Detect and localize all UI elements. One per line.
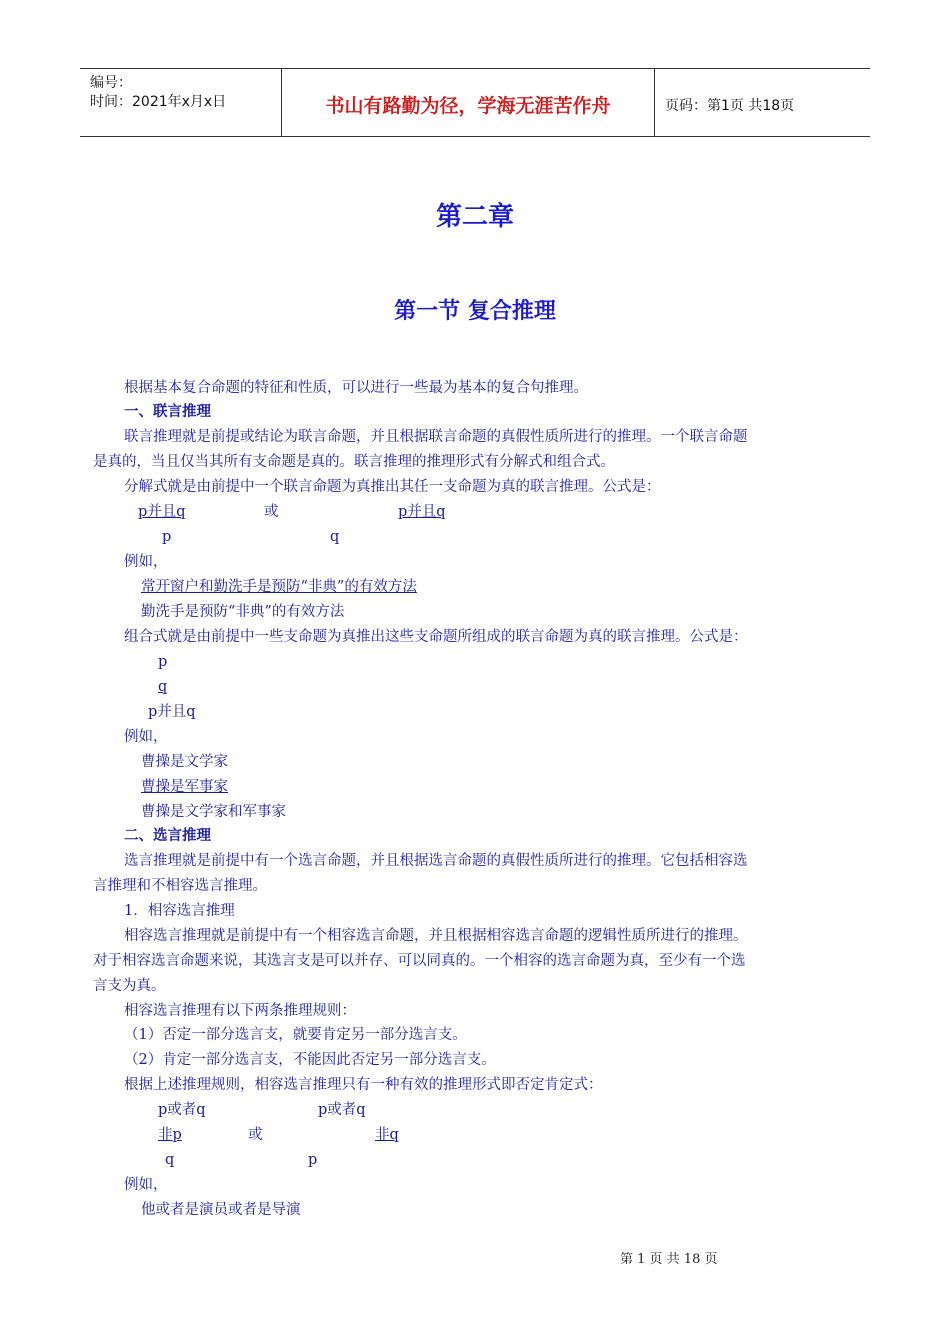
example-conclusion: 勤洗手是预防“非典”的有效方法 (141, 604, 345, 620)
example-premise: 曹操是文学家 (141, 754, 228, 770)
motto: 书山有路勤为径，学海无涯苦作舟 (325, 95, 611, 117)
document-header (80, 68, 870, 137)
paragraph-line: 言推理和不相容选言推理。 (93, 878, 267, 894)
example-label: 例如， (124, 729, 168, 745)
formula-premise: q (158, 679, 168, 695)
example-premise: 他或者是演员或者是导演 (141, 1202, 301, 1218)
chapter-title: 第二章 (435, 202, 514, 232)
rule-item: （2）肯定一部分选言支，不能因此否定另一部分选言支。 (124, 1052, 496, 1068)
header-page-cell (655, 69, 870, 136)
paragraph-line: 联言推理就是前提或结论为联言命题，并且根据联言命题的真假性质所进行的推理。一个联言命题 (124, 429, 748, 445)
formula-premise: 非p (158, 1127, 182, 1143)
paragraph-line: 选言推理就是前提中有一个选言命题，并且根据选言命题的真假性质所进行的推理。它包括相容选 (124, 853, 748, 869)
heading-disjunctive: 二、选言推理 (124, 828, 211, 844)
paragraph-line: 是真的，当且仅当其所有支命题是真的。联言推理的推理形式有分解式和组合式。 (93, 454, 615, 470)
formula-premise: p或者q (318, 1102, 366, 1118)
formula-conclusion: p (308, 1152, 318, 1168)
number-label: 编号： (90, 75, 132, 91)
paragraph-line: 言支为真。 (93, 978, 166, 994)
paragraph-line: 相容选言推理有以下两条推理规则： (124, 1003, 356, 1019)
heading-conjunctive: 一、联言推理 (124, 404, 211, 420)
section-title: 第一节 复合推理 (394, 299, 556, 324)
formula-or: 或 (248, 1127, 263, 1143)
formula-premise: p并且q (398, 504, 446, 520)
date-label: 时间：2021年x月x日 (90, 94, 227, 110)
formula-premise: p并且q (138, 504, 186, 520)
example-premise: 常开窗户和勤洗手是预防“非典”的有效方法 (141, 579, 417, 595)
subheading: 1．相容选言推理 (124, 903, 235, 919)
rule-item: （1）否定一部分选言支，就要肯定另一部分选言支。 (124, 1027, 467, 1043)
example-premise: 曹操是军事家 (141, 779, 228, 795)
formula-conclusion: p并且q (148, 704, 196, 720)
page-footer: 第 1 页 共 18 页 (620, 1252, 718, 1267)
formula-conclusion: p (162, 529, 172, 545)
paragraph-line: 相容选言推理就是前提中有一个相容选言命题，并且根据相容选言命题的逻辑性质所进行的推理。 (124, 928, 748, 944)
formula-premise: p或者q (158, 1102, 206, 1118)
example-label: 例如， (124, 1177, 168, 1193)
header-motto-cell (282, 69, 655, 136)
formula-conclusion: q (165, 1152, 175, 1168)
intro-paragraph: 根据基本复合命题的特征和性质，可以进行一些最为基本的复合句推理。 (124, 380, 588, 396)
header-info-cell (80, 69, 282, 136)
example-conclusion: 曹操是文学家和军事家 (141, 804, 286, 820)
paragraph-line: 组合式就是由前提中一些支命题为真推出这些支命题所组成的联言命题为真的联言推理。公式是： (124, 629, 748, 645)
paragraph-line: 根据上述推理规则，相容选言推理只有一种有效的推理形式即否定肯定式： (124, 1077, 603, 1093)
paragraph-line: 分解式就是由前提中一个联言命题为真推出其任一支命题为真的联言推理。公式是： (124, 479, 661, 495)
formula-conclusion: q (330, 529, 340, 545)
formula-or: 或 (264, 504, 279, 520)
formula-premise: p (158, 654, 168, 670)
formula-premise: 非q (375, 1127, 399, 1143)
paragraph-line: 对于相容选言命题来说，其选言支是可以并存、可以同真的。一个相容的选言命题为真，至少有一个选 (93, 953, 746, 969)
example-label: 例如， (124, 554, 168, 570)
page-label: 页码：第1页 共18页 (665, 98, 795, 114)
